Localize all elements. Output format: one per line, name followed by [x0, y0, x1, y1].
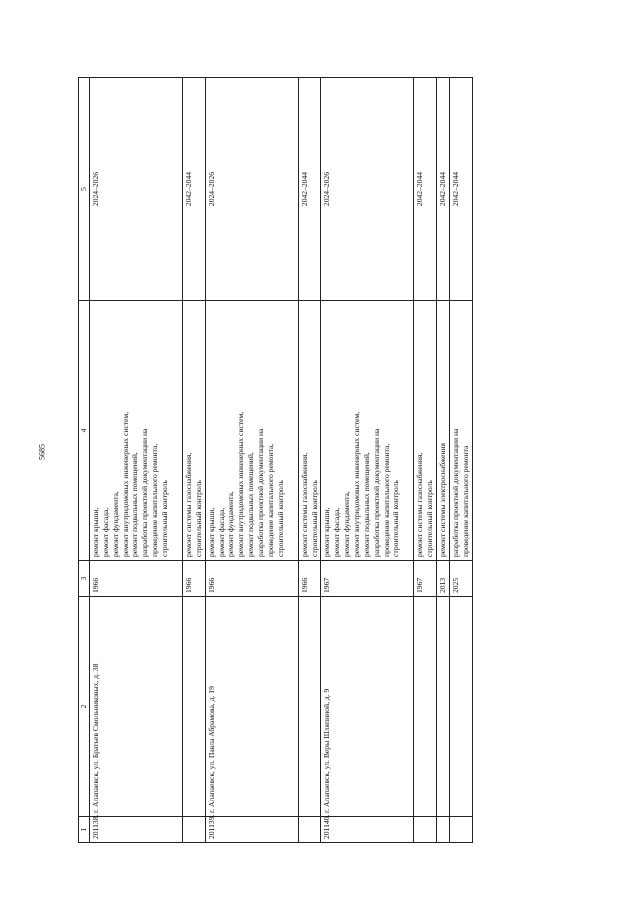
work-item: ремонт крыши, [206, 507, 216, 557]
table-row [321, 78, 414, 843]
works-cell [205, 301, 298, 561]
work-item: проведение капитального ремонта, [381, 443, 391, 557]
address-cell [298, 597, 321, 817]
row-number [298, 817, 321, 843]
year-cell: 2025 [450, 561, 473, 597]
works-cell [90, 301, 183, 561]
work-item: проведение капитального ремонта, [150, 443, 160, 557]
year-cell: 1966 [183, 561, 206, 597]
table-row [205, 78, 298, 843]
table-row [414, 78, 437, 843]
column-header-5: 5 [79, 78, 90, 301]
table-row [298, 78, 321, 843]
row-number: 201138. [90, 817, 183, 843]
work-item: ремонт фасада, [100, 507, 110, 557]
work-item: разработка проектной документации на [140, 428, 150, 557]
period-cell: 2042–2044 [183, 78, 206, 301]
work-item: строительный контроль [425, 480, 435, 557]
year-cell: 1966 [90, 561, 183, 597]
period-cell: 2024–2026 [205, 78, 298, 301]
year-cell: 1967 [321, 561, 414, 597]
address-cell [450, 597, 473, 817]
row-number [450, 817, 473, 843]
row-number [437, 817, 450, 843]
column-header-4: 4 [79, 301, 90, 561]
row-number [414, 817, 437, 843]
work-item: строительный контроль [275, 480, 285, 557]
table-header-row [79, 78, 90, 843]
table-row [90, 78, 183, 843]
work-item: ремонт подвальных помещений, [130, 452, 140, 557]
year-cell: 1967 [414, 561, 437, 597]
year-cell: 2013 [437, 561, 450, 597]
address-cell [183, 597, 206, 817]
work-item: ремонт системы электроснабжения [438, 442, 448, 557]
work-item: проведение капитального ремонта [460, 445, 470, 557]
repair-schedule-table [78, 77, 473, 843]
work-item: ремонт подвальных помещений, [246, 452, 256, 557]
work-item: строительный контроль [160, 480, 170, 557]
address-cell: г. Алапаевск, ул. Павла Абрамова, д. 19 [205, 597, 298, 817]
year-cell: 1966 [205, 561, 298, 597]
work-item: строительный контроль [391, 480, 401, 557]
period-cell: 2042–2044 [298, 78, 321, 301]
works-cell [414, 301, 437, 561]
work-item: разработка проектной документации на [451, 428, 461, 557]
works-cell [450, 301, 473, 561]
work-item: ремонт крыши, [91, 507, 100, 557]
period-cell: 2042–2044 [437, 78, 450, 301]
address-cell [414, 597, 437, 817]
table-row [437, 78, 450, 843]
work-item: разработка проектной документации на [371, 428, 381, 557]
year-cell: 1966 [298, 561, 321, 597]
work-item: ремонт фундамента, [342, 491, 352, 557]
works-cell [298, 301, 321, 561]
period-cell: 2042–2044 [450, 78, 473, 301]
work-item: ремонт фасада, [332, 507, 342, 557]
row-number: 201140. [321, 817, 414, 843]
table-body [90, 78, 473, 843]
row-number [183, 817, 206, 843]
column-header-2: 2 [79, 597, 90, 817]
works-cell [321, 301, 414, 561]
works-cell [437, 301, 450, 561]
work-item: проведение капитального ремонта, [265, 443, 275, 557]
work-item: ремонт крыши, [322, 507, 332, 557]
work-item: ремонт системы газоснабжения, [415, 452, 425, 557]
work-item: ремонт фундамента, [110, 491, 120, 557]
work-item: ремонт фундамента, [226, 491, 236, 557]
table-row [183, 78, 206, 843]
address-cell: г. Алапаевск, ул. Братьев Смольниковых, д. 38 [90, 597, 183, 817]
work-item: строительный контроль [193, 480, 203, 557]
works-cell [183, 301, 206, 561]
work-item: ремонт внутридомовых инженерных систем, [236, 411, 246, 557]
work-item: разработка проектной документации на [256, 428, 266, 557]
address-cell [437, 597, 450, 817]
row-number: 201139. [205, 817, 298, 843]
period-cell: 2042–2044 [414, 78, 437, 301]
period-cell: 2024–2026 [321, 78, 414, 301]
address-cell: г. Алапаевск, ул. Веры Шляпиной, д. 9 [321, 597, 414, 817]
work-item: строительный контроль [309, 480, 319, 557]
work-item: ремонт внутридомовых инженерных систем, [120, 411, 130, 557]
work-item: ремонт подвальных помещений, [361, 452, 371, 557]
work-item: ремонт фасада, [216, 507, 226, 557]
period-cell: 2024–2026 [90, 78, 183, 301]
column-header-3: 3 [79, 561, 90, 597]
column-header-1: 1 [79, 817, 90, 843]
work-item: ремонт системы газоснабжения, [299, 452, 309, 557]
work-item: ремонт внутридомовых инженерных систем, [352, 411, 362, 557]
table-row [450, 78, 473, 843]
work-item: ремонт системы газоснабжения, [184, 452, 193, 557]
page-number: 5685 [37, 444, 47, 460]
repair-schedule-table-wrapper [78, 78, 508, 843]
